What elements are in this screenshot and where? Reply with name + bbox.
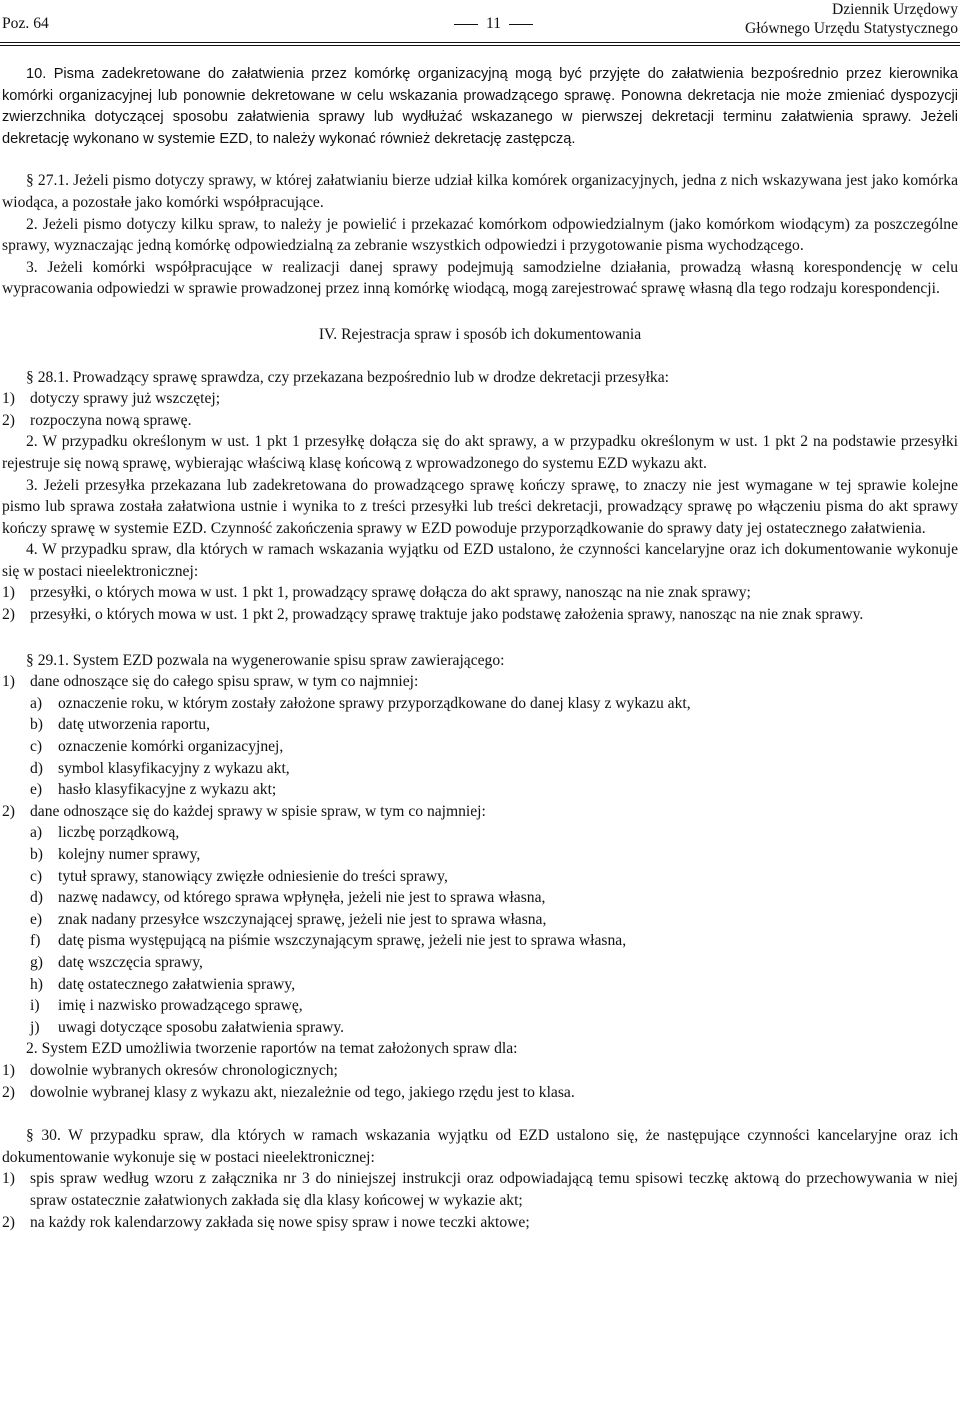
list-text: spis spraw według wzoru z załącznika nr 3 do niniejszej instrukcji oraz odpowiadającą temu spisowi teczkę aktową do przechowywania w niej spraw ostatecznie załatwionych zakłada się dla klasy końcowej w wykazie akt; (30, 1170, 958, 1209)
sub-letter: d) (30, 759, 43, 777)
paragraph-29-2: 2. System EZD umożliwia tworzenie raportów na temat założonych spraw dla: (26, 1040, 518, 1058)
sub-letter: g) (30, 953, 43, 971)
list-item (2, 410, 958, 432)
sub-letter: a) (30, 694, 43, 712)
list-text: dane odnoszące się do całego spisu spraw, w tym co najmniej: (30, 673, 419, 691)
document-body (2, 64, 958, 1233)
list-text: przesyłki, o których mowa w ust. 1 pkt 1, prowadzący sprawę dołącza do akt sprawy, nanosząc na nie znak sprawy; (30, 584, 751, 602)
sub-letter: e) (30, 910, 43, 928)
sub-letter: d) (30, 889, 43, 907)
list-text: dowolnie wybranej klasy z wykazu akt, niezależnie od tego, jakiego rzędu jest to klasa. (30, 1083, 575, 1101)
sub-list-item (2, 779, 958, 801)
sub-text: liczbę porządkową, (58, 824, 180, 842)
journal-title (745, 0, 958, 38)
position-label: Poz. 64 (2, 15, 49, 32)
page-number (446, 13, 541, 35)
sub-list-item (2, 693, 958, 715)
sub-letter: a) (30, 824, 43, 842)
header-rule-bottom (0, 45, 960, 46)
journal-title-line1: Dziennik Urzędowy (831, 1, 958, 18)
sub-text: symbol klasyfikacyjny z wykazu akt, (58, 759, 290, 777)
sub-list-item (2, 714, 958, 736)
list-number: 1) (2, 1061, 15, 1079)
sub-text: tytuł sprawy, stanowiący zwięzłe odniesienie do treści sprawy, (58, 867, 448, 885)
sub-text: datę wszczęcia sprawy, (58, 953, 203, 971)
page-number-text: 11 (486, 15, 502, 32)
list-number: 2) (2, 411, 15, 429)
sub-text: datę ostatecznego załatwienia sprawy, (58, 975, 296, 993)
list-text: na każdy rok kalendarzowy zakłada się nowe spisy spraw i nowe teczki aktowe; (30, 1213, 530, 1231)
list-item (2, 671, 958, 693)
list-number: 1) (2, 1170, 15, 1188)
sub-letter: h) (30, 975, 43, 993)
list-item (2, 801, 958, 823)
list-text: rozpoczyna nową sprawę. (30, 411, 192, 429)
sub-text: oznaczenie komórki organizacyjnej, (58, 738, 284, 756)
paragraph-10: 10. Pisma zadekretowane do załatwienia przez komórkę organizacyjną mogą być przyjęte do załatwienia bezpośrednio przez kierownika komórki organizacyjnej lub ponownie dekretowane w celu wskazania prowadzącego sprawę. Ponowna dekretacja nie może zmieniać dyspozycji zwierzchnika dotyczącej sposobu załatwienia sprawy lub wydłużać wskazanego w pierwszej dekretacji terminu załatwienia sprawy. Jeżeli dekretację wykonano w systemie EZD, to należy wykonać również dekretację zastępczą. (2, 66, 958, 147)
sub-letter: i) (30, 997, 40, 1015)
sub-text: kolejny numer sprawy, (58, 846, 201, 863)
sub-list-item (2, 930, 958, 952)
paragraph-28-2: 2. W przypadku określonym w ust. 1 pkt 1 przesyłkę dołącza się do akt sprawy, a w przypadku określonym w ust. 1 pkt 2 na podstawie przesyłki rejestruje się nową sprawę, wybierając właściwą klasę końcową z wprowadzonego do systemu EZD wykazu akt. (2, 433, 958, 472)
paragraph-27-3: 3. Jeżeli komórki współpracujące w realizacji danej sprawy podejmują samodzielne działania, prowadzą własną korespondencję w celu wypracowania odpowiedzi w sprawie prowadzonej przez inną komórkę wiodącą, mogą zarejestrować sprawę własną dla tego rodzaju korespondencji. (2, 258, 958, 298)
list-item (2, 582, 958, 604)
list-number: 2) (2, 1083, 15, 1101)
sub-letter: e) (30, 781, 43, 799)
sub-letter: c) (30, 867, 43, 885)
paragraph-27-1: § 27.1. Jeżeli pismo dotyczy sprawy, w której załatwianiu bierze udział kilka komórek organizacyjnych, jedna z nich wskazywana jest jako komórka wiodąca, a pozostałe jako komórki współpracujące. (2, 172, 958, 211)
sub-text: oznaczenie roku, w którym zostały założone sprawy przyporządkowane do danej klasy z wykazu akt, (58, 694, 691, 712)
paragraph-27-2: 2. Jeżeli pismo dotyczy kilku spraw, to należy je powielić i przekazać komórkom odpowiedzialnym (jako komórkom wiodącym) za poszczególne sprawy, wyznaczając jedną komórkę odpowiedzialną za zebranie wszystkich odpowiedzi i przygotowanie pisma wychodzącego. (2, 215, 958, 255)
list-text: dowolnie wybranych okresów chronologicznych; (30, 1061, 338, 1079)
sub-list-item (2, 887, 958, 909)
sub-letter: f) (30, 932, 41, 950)
sub-text: datę utworzenia raportu, (58, 716, 210, 734)
list-item (2, 1212, 958, 1234)
sub-list-item (2, 866, 958, 888)
journal-title-line2: Głównego Urzędu Statystycznego (744, 20, 958, 37)
paragraph-30: § 30. W przypadku spraw, dla których w ramach wskazania wyjątku od EZD ustalono się, że następujące czynności kancelaryjne oraz ich dokumentowanie wykonuje się w postaci nieelektronicznej: (2, 1127, 958, 1166)
sub-list-item (2, 909, 958, 931)
sub-text: znak nadany przesyłce wszczynającej sprawę, jeżeli nie jest to sprawa własna, (58, 910, 547, 928)
list-text: dotyczy sprawy już wszczętej; (30, 390, 221, 408)
paragraph-28-3: 3. Jeżeli przesyłka przekazana lub zadekretowana do prowadzącego sprawę kończy sprawę, to znaczy nie jest wymagane w tej sprawie kolejne pismo lub sprawa została załatwiona ustnie i wynika to z treści przesyłki lub treści dekretacji, prowadzący sprawę po włączeniu pisma do akt sprawy kończy sprawę w systemie EZD. Czynność zakończenia sprawy w EZD powoduje przyporządkowanie do sprawy daty jej ostatecznego załatwienia. (2, 476, 958, 537)
page-header (0, 0, 960, 46)
sub-list-item (2, 758, 958, 780)
list-number: 2) (2, 802, 15, 820)
sub-list-item (2, 974, 958, 996)
sub-letter: b) (30, 846, 43, 863)
list-text: przesyłki, o których mowa w ust. 1 pkt 2, prowadzący sprawę traktuje jako podstawę założenia sprawy, nanosząc na nie znak sprawy. (30, 606, 864, 624)
sub-text: hasło klasyfikacyjne z wykazu akt; (58, 781, 277, 799)
sub-letter: c) (30, 738, 43, 756)
list-item (2, 1060, 958, 1082)
sub-list-item (2, 844, 958, 866)
list-number: 2) (2, 606, 15, 624)
sub-text: uwagi dotyczące sposobu załatwienia sprawy. (58, 1018, 345, 1036)
paragraph-28-4: 4. W przypadku spraw, dla których w ramach wskazania wyjątku od EZD ustalono, że czynności kancelaryjne oraz ich dokumentowanie wykonuje się w postaci nieelektronicznej: (2, 541, 958, 580)
list-number: 1) (2, 673, 15, 691)
sub-letter: j) (30, 1018, 40, 1036)
sub-text: datę pisma występującą na piśmie wszczynającym sprawę, jeżeli nie jest to sprawa własna, (58, 932, 627, 950)
sub-list-item (2, 952, 958, 974)
sub-text: imię i nazwisko prowadzącego sprawę, (58, 997, 303, 1015)
list-item (2, 1168, 958, 1211)
list-item (2, 388, 958, 410)
sub-list-item (2, 736, 958, 758)
sub-list-item (2, 1017, 958, 1039)
sub-list-item (2, 995, 958, 1017)
section-heading: IV. Rejestracja spraw i sposób ich dokumentowania (318, 325, 642, 343)
sub-text: nazwę nadawcy, od którego sprawa wpłynęła, jeżeli nie jest to sprawa własna, (58, 889, 546, 907)
list-number: 1) (2, 584, 15, 602)
list-number: 2) (2, 1213, 15, 1231)
list-text: dane odnoszące się do każdej sprawy w spisie spraw, w tym co najmniej: (30, 802, 486, 820)
list-item (2, 604, 958, 626)
sub-list-item (2, 822, 958, 844)
paragraph-28-1: § 28.1. Prowadzący sprawę sprawdza, czy przekazana bezpośrednio lub w drodze dekretacji przesyłka: (26, 368, 669, 386)
sub-letter: b) (30, 716, 43, 734)
list-number: 1) (2, 390, 15, 408)
header-rule-top (0, 42, 960, 43)
list-item (2, 1082, 958, 1104)
paragraph-29-1: § 29.1. System EZD pozwala na wygenerowanie spisu spraw zawierającego: (26, 651, 505, 669)
